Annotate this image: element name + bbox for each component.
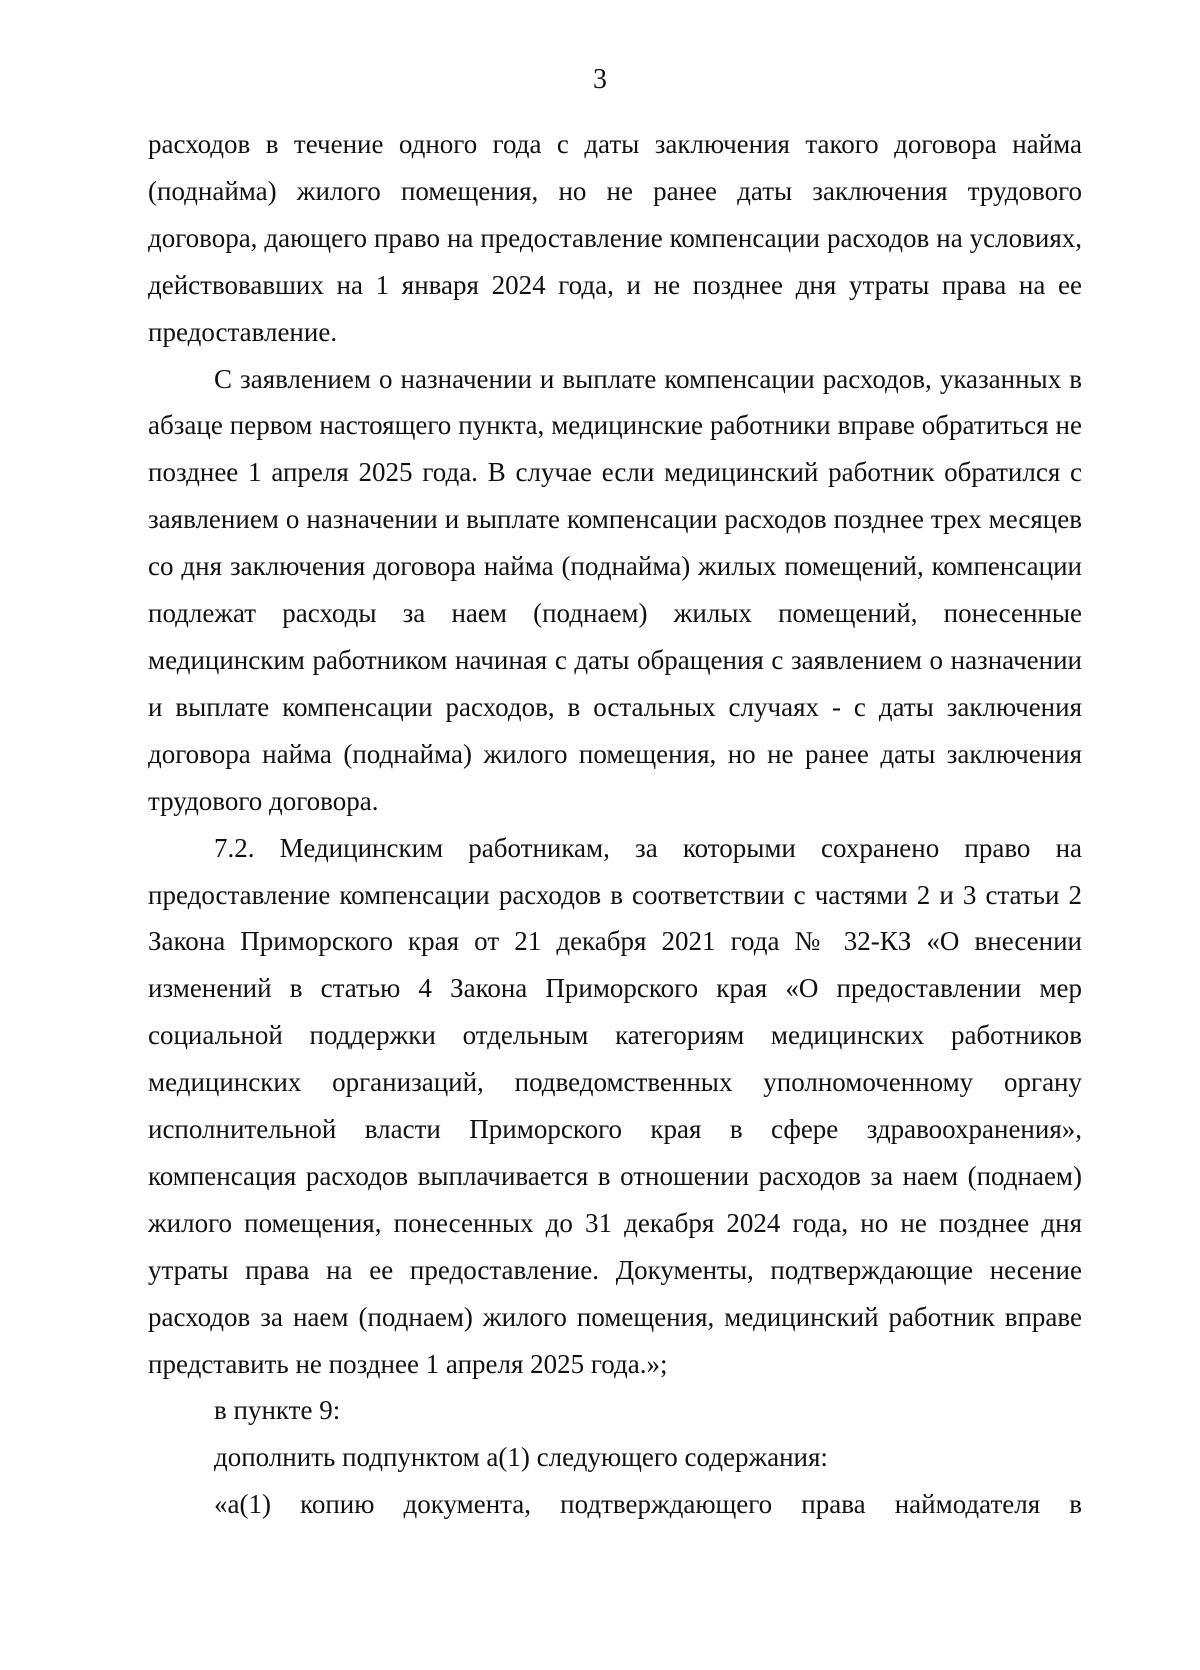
page-number: 3 <box>593 64 607 95</box>
paragraph-point-9: в пункте 9: <box>214 1395 341 1426</box>
paragraph-add-subpoint: дополнить подпунктом а(1) следующего содержания: <box>214 1442 828 1473</box>
paragraph-application-deadline: С заявлением о назначении и выплате компенсации расходов, указанных в абзаце первом настоящего пункта, медицинские работники вправе обратиться не позднее 1 апреля 2025 года. В случае если медицинский работник обратился с заявлением о назначении и выплате компенсации расходов позднее трех месяцев со дня заключения договора найма (поднайма) жилых помещений, компенсации подлежат расходы за наем (поднаем) жилых помещений, понесенные медицинским работником начиная с даты обращения с заявлением о назначении и выплате компенсации расходов, в остальных случаях - с даты заключения договора найма (поднайма) жилого помещения, но не ранее даты заключения трудового договора. <box>148 363 1082 816</box>
document-body <box>148 121 1082 1528</box>
paragraph-7-2: 7.2. Медицинским работникам, за которыми сохранено право на предоставление компенсации расходов в соответствии с частями 2 и 3 статьи 2 Закона Приморского края от 21 декабря 2021 года № 32-КЗ «О внесении изменений в статью 4 Закона Приморского края «О предоставлении мер социальной поддержки отдельным категориям медицинских работников медицинских организаций, подведомственных уполномоченному органу исполнительной власти Приморского края в сфере здравоохранения», компенсация расходов выплачивается в отношении расходов за наем (поднаем) жилого помещения, понесенных до 31 декабря 2024 года, но не позднее дня утраты права на ее предоставление. Документы, подтверждающие несение расходов за наем (поднаем) жилого помещения, медицинский работник вправе представить не позднее 1 апреля 2025 года.»; <box>148 832 1082 1379</box>
paragraph-continuation: расходов в течение одного года с даты заключения такого договора найма (поднайма) жилого помещения, но не ранее даты заключения трудового договора, дающего право на предоставление компенсации расходов на условиях, действовавших на 1 января 2024 года, и не позднее дня утраты права на ее предоставление. <box>148 129 1082 347</box>
paragraph-subpoint-a1: «а(1) копию документа, подтверждающего права наймодателя в <box>214 1489 1082 1520</box>
